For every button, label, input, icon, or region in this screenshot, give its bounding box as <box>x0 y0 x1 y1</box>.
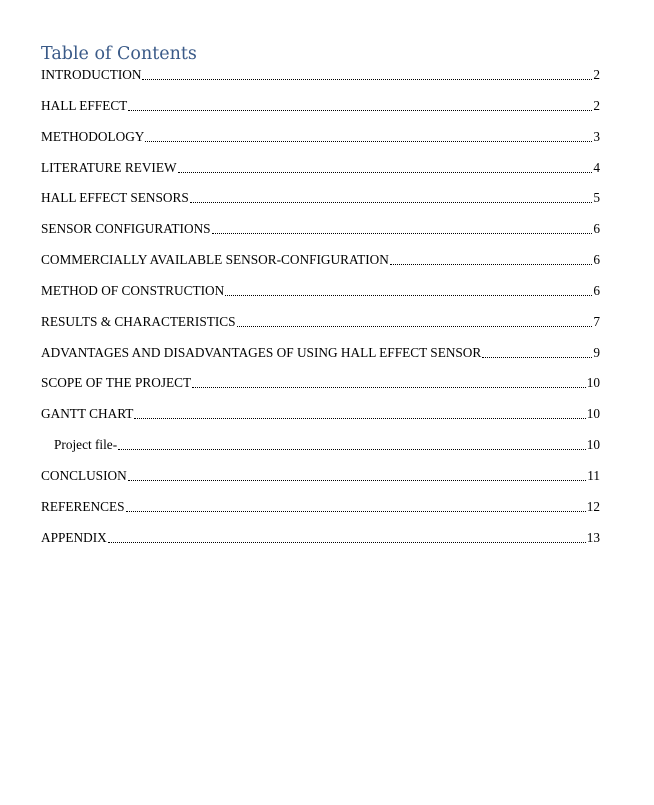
toc-entry-label: LITERATURE REVIEW <box>41 159 177 175</box>
toc-dot-leader <box>482 343 592 363</box>
toc-list <box>41 65 600 559</box>
toc-title: Table of Contents <box>41 44 197 64</box>
toc-entry-label: Project file- <box>54 437 118 453</box>
toc-dot-leader <box>225 281 592 301</box>
toc-subentry[interactable] <box>41 435 600 466</box>
toc-entry-label: SCOPE OF THE PROJECT <box>41 375 192 391</box>
toc-entry-label: ADVANTAGES AND DISADVANTAGES OF USING HALL EFFECT SENSOR <box>41 344 482 360</box>
toc-entry[interactable] <box>41 497 600 528</box>
toc-entry-label: SENSOR CONFIGURATIONS <box>41 221 211 237</box>
toc-entry-label: RESULTS & CHARACTERISTICS <box>41 313 236 329</box>
toc-dot-leader <box>145 127 592 147</box>
toc-entry[interactable] <box>41 373 600 404</box>
toc-entry[interactable] <box>41 404 600 435</box>
toc-entry-page: 10 <box>586 406 600 422</box>
toc-dot-leader <box>108 528 586 548</box>
toc-entry-label: METHODOLOGY <box>41 128 145 144</box>
toc-entry-page: 12 <box>586 498 600 514</box>
toc-dot-leader <box>142 65 592 85</box>
toc-entry-page: 5 <box>593 190 600 206</box>
toc-entry[interactable] <box>41 312 600 343</box>
toc-dot-leader <box>128 466 586 486</box>
toc-dot-leader <box>190 188 593 208</box>
toc-entry[interactable] <box>41 466 600 497</box>
toc-entry[interactable] <box>41 127 600 158</box>
toc-entry-label: APPENDIX <box>41 529 107 545</box>
toc-dot-leader <box>134 404 585 424</box>
toc-entry-label: INTRODUCTION <box>41 67 142 82</box>
toc-entry-label: COMMERCIALLY AVAILABLE SENSOR-CONFIGURATION <box>41 252 389 268</box>
toc-entry[interactable] <box>41 188 600 219</box>
toc-entry-label: CONCLUSION <box>41 467 127 483</box>
toc-entry[interactable] <box>41 343 600 374</box>
toc-entry-page: 13 <box>586 529 600 545</box>
toc-entry-label: GANTT CHART <box>41 406 134 422</box>
toc-dot-leader <box>128 96 592 116</box>
toc-entry[interactable] <box>41 65 600 96</box>
toc-entry-page: 4 <box>593 159 600 175</box>
toc-entry-page: 6 <box>593 221 600 237</box>
toc-entry-label: METHOD OF CONSTRUCTION <box>41 282 225 298</box>
toc-entry-page: 6 <box>593 282 600 298</box>
toc-dot-leader <box>118 435 586 455</box>
toc-entry-page: 2 <box>593 97 600 113</box>
toc-entry-label: HALL EFFECT SENSORS <box>41 190 189 206</box>
toc-dot-leader <box>212 219 593 239</box>
toc-entry-page: 10 <box>586 375 600 391</box>
toc-entry[interactable] <box>41 96 600 127</box>
toc-entry-page: 3 <box>593 128 600 144</box>
toc-dot-leader <box>390 250 592 270</box>
toc-entry[interactable] <box>41 158 600 189</box>
toc-entry-label: HALL EFFECT <box>41 97 128 113</box>
toc-entry-label: REFERENCES <box>41 498 125 514</box>
toc-entry-page: 7 <box>593 313 600 329</box>
toc-entry-page: 2 <box>593 67 600 82</box>
toc-entry[interactable] <box>41 250 600 281</box>
toc-entry-page: 6 <box>593 252 600 268</box>
toc-entry-page: 9 <box>593 344 600 360</box>
toc-entry[interactable] <box>41 281 600 312</box>
toc-entry[interactable] <box>41 528 600 559</box>
toc-dot-leader <box>192 373 586 393</box>
toc-entry[interactable] <box>41 219 600 250</box>
toc-entry-page: 11 <box>587 467 600 483</box>
toc-dot-leader <box>178 158 593 178</box>
toc-entry-page: 10 <box>586 437 600 453</box>
toc-dot-leader <box>237 312 593 332</box>
toc-dot-leader <box>126 497 586 517</box>
